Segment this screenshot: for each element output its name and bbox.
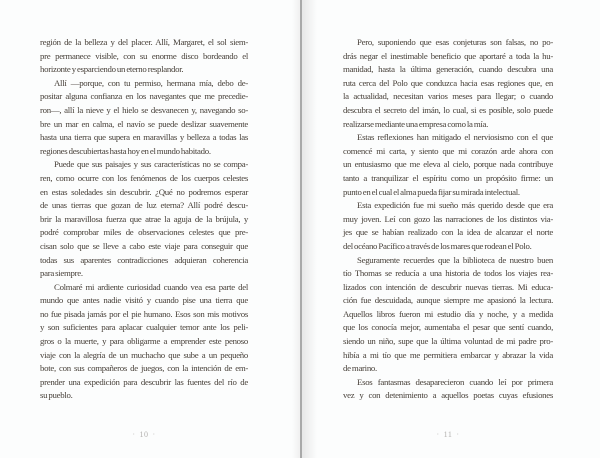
text-line: ron—, allí la nieve y el hielo se desvanecen y, navegando so- <box>40 104 248 115</box>
text-line: un entusiasmo que me eleva al cielo, porque nada contribuye <box>343 159 553 170</box>
text-line: todas sus aparentes contradicciones adquieran coherencia <box>40 254 248 265</box>
page-number-value: 11 <box>443 430 453 439</box>
text-line: Esos fantasmas desaparecieron cuando leí por primera <box>357 376 553 387</box>
text-line: bote, con sus compañeros de juegos, con la intención de em- <box>40 363 248 374</box>
gutter-shadow-left <box>292 0 300 458</box>
paragraph <box>343 131 553 199</box>
text-line: positar alguna confianza en los navegantes que me precedie- <box>40 91 248 102</box>
text-line: lizados con intención de descubrir nuevas tierras. Mi educa- <box>343 281 553 292</box>
text-line: cisan solo que se lleve a cabo este viaje para conseguir que <box>40 240 248 251</box>
text-line: ruta cerca del Polo que conduzca hacia esas regiones que, en <box>343 77 553 88</box>
page-number-ornament: · <box>152 430 156 439</box>
text-line: pre permanece visible, con su enorme disco bordeando el <box>40 50 248 61</box>
right-page-text <box>343 36 553 403</box>
text-line: hibía a mi tío que me permitiera embarcar y abrazar la vida <box>343 349 553 360</box>
text-line: en estas soledades sin descubrir. ¿Qué no podremos esperar <box>40 186 248 197</box>
text-line: de unas tierras que gozan de luz eterna? Allí podré descu- <box>40 200 248 211</box>
text-line: la actualidad, necesitan varios meses para llegar; o cuando <box>343 91 553 102</box>
text-line: Seguramente recuerdes que la biblioteca de nuestro buen <box>357 254 553 265</box>
text-line: para siempre. <box>40 268 83 279</box>
text-line: brir la maravillosa fuerza que atrae la aguja de la brújula, y <box>40 213 248 224</box>
text-line: hasta una tierra que supera en maravillas y belleza a todas las <box>40 132 248 143</box>
paragraph <box>40 281 248 403</box>
text-line: horizonte y esparciendo un eterno resplandor. <box>40 64 184 75</box>
text-line: del océano Pacífico a través de los mares que rodean el Polo. <box>343 240 532 251</box>
paragraph <box>343 36 553 131</box>
text-line: y son suficientes para aplacar cualquier temor ante los peli- <box>40 322 248 333</box>
text-line: de marino. <box>343 363 377 374</box>
text-line: gros o la muerte, y para obligarme a emprender este penoso <box>40 336 248 347</box>
text-line: jes que se habían realizado con la idea de alcanzar el norte <box>343 227 553 238</box>
text-line: región de la belleza y del placer. Allí, Margaret, el sol siem- <box>40 37 248 47</box>
text-line: Esta expedición fue mi sueño más querido desde que era <box>357 200 553 211</box>
text-line: vez y con detenimiento a aquellos poetas cuyas efusiones <box>343 390 553 401</box>
text-line: prender una expedición para descubrir las fuentes del río de <box>40 376 248 387</box>
left-page-number <box>40 430 248 439</box>
text-line: su pueblo. <box>40 390 73 401</box>
text-line: mundo que antes nadie visitó y cuando pise una tierra que <box>40 295 248 306</box>
text-line: descubra el secreto del imán, lo cual, si es posible, solo puede <box>343 104 553 115</box>
text-line: drás negar el inestimable beneficio que aportaré a toda la hu- <box>343 50 553 61</box>
paragraph <box>343 254 553 376</box>
page-number-ornament: · <box>436 430 440 439</box>
left-page-text <box>40 36 248 403</box>
text-line: viaje con la alegría de un muchacho que sube a un pequeño <box>40 349 248 360</box>
page-number-ornament: · <box>132 430 136 439</box>
paragraph <box>40 77 248 159</box>
text-line: que los conocía mejor, aumentaba el pesar que sentí cuando, <box>343 322 553 333</box>
text-line: Aquellos libros fueron mi estudio día y noche, y a medida <box>343 308 553 319</box>
text-line: Colmaré mi ardiente curiosidad cuando vea esa parte del <box>54 281 248 292</box>
right-page-number <box>343 430 553 439</box>
text-line: podré comprobar miles de observaciones celestes que pre- <box>40 227 248 238</box>
text-line: ren, como ocurre con los fenómenos de los cuerpos celestes <box>40 172 248 183</box>
page-number-value: 10 <box>139 430 149 439</box>
text-line: tío Thomas se reducía a una historia de todos los viajes rea- <box>343 268 553 279</box>
paragraph <box>40 158 248 280</box>
text-line: muy joven. Leí con gozo las narraciones de los distintos via- <box>343 213 553 224</box>
text-line: regiones descubiertas hasta hoy en el mundo habitado. <box>40 145 211 156</box>
paragraph <box>343 376 553 403</box>
text-line: realizarse mediante una empresa como la mía. <box>343 118 489 129</box>
paragraph <box>40 36 248 77</box>
page-number-ornament: · <box>456 430 460 439</box>
text-line: Estas reflexiones han mitigado el nerviosismo con el que <box>357 132 553 143</box>
text-line: punto en el cual el alma pueda fijar su mirada intelectual. <box>343 186 520 197</box>
text-line: comencé mi carta, y siento que mi corazón arde ahora con <box>343 145 553 156</box>
text-line: Allí —porque, con tu permiso, hermana mía, debo de- <box>54 77 248 88</box>
gutter-shadow-right <box>302 0 317 458</box>
text-line: no fue pisada jamás por el pie humano. Esos son mis motivos <box>40 308 248 319</box>
text-line: Pero, suponiendo que esas conjeturas son falsas, no po- <box>357 37 553 47</box>
text-line: bre un mar en calma, el navío se puede deslizar suavemente <box>40 118 248 129</box>
text-line: manidad, hasta la última generación, cuando descubra una <box>343 64 553 75</box>
right-page <box>302 0 600 458</box>
paragraph <box>343 199 553 253</box>
text-line: Puede que sus paisajes y sus características no se compa- <box>54 159 248 170</box>
text-line: siendo un niño, supe que la última voluntad de mi padre pro- <box>343 336 553 347</box>
text-line: tanto a tranquilizar el espíritu como un propósito firme: un <box>343 172 553 183</box>
text-line: ción fue descuidada, aunque siempre me apasionó la lectura. <box>343 295 553 306</box>
